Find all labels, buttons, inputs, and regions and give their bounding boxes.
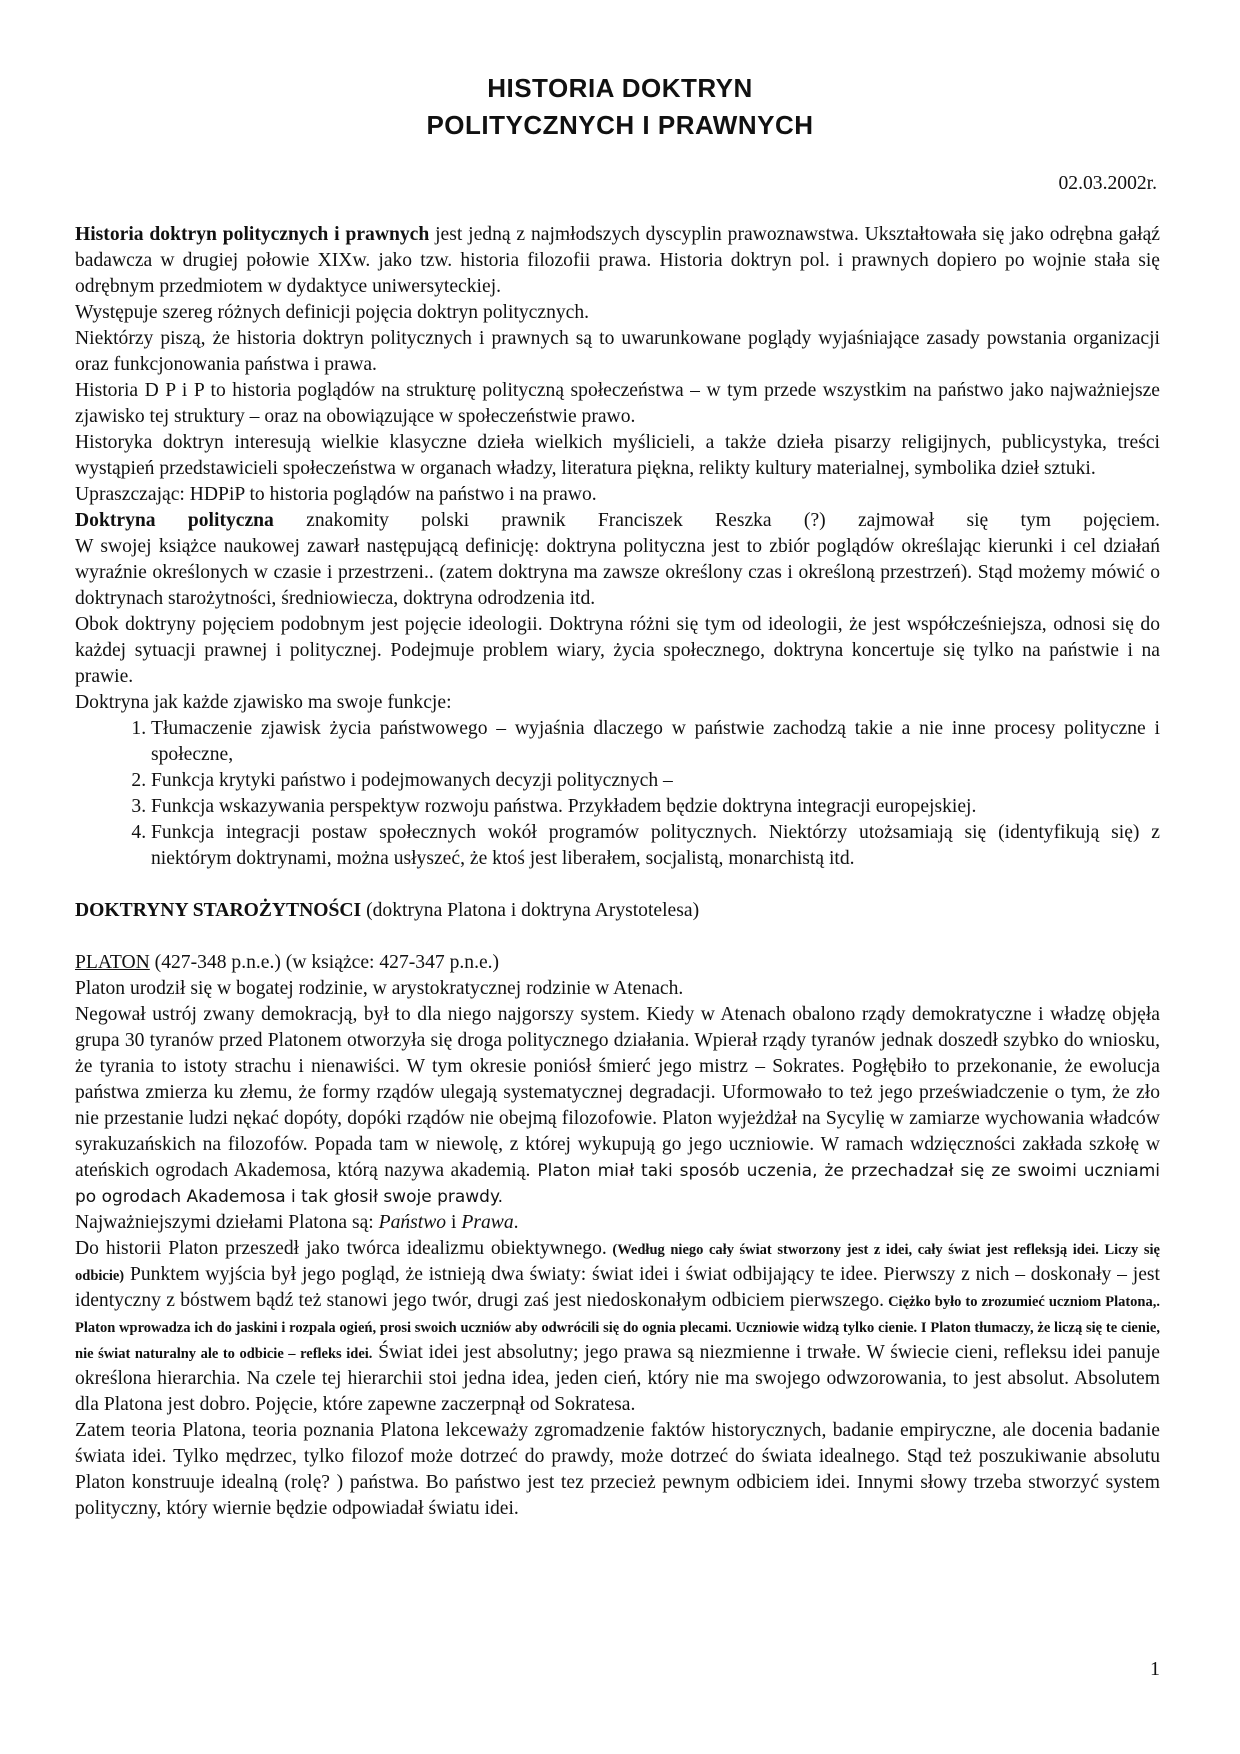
section-heading-rest: (doktryna Platona i doktryna Arystotelesa) bbox=[361, 900, 700, 921]
list-item: 4. Funkcja integracji postaw społecznych wokół programów politycznych. Niektórzy utożsamiają się (identyfikują się) z niektórym doktrynami, można usłyszeć, że ktoś jest liberałem, socjalistą, monarchistą itd. bbox=[151, 820, 1160, 872]
platon-paragraph-5: Zatem teoria Platona, teoria poznania Platona lekceważy zgromadzenie faktów historycznych, badanie empiryczne, ale docenia badanie świata idei. Tylko mędrzec, tylko filozof może dotrzeć do prawdy, może dotrzeć do świata idealnego. Stąd też poszukiwanie absolutu Platon konstruuje idealną (rolę? ) państwa. Bo państwo jest tez przecież pewnym odbiciem idei. Innymi słowy trzeba stworzyć system polityczny, który wiernie będzie odpowiadał światu idei. bbox=[75, 1420, 1160, 1519]
list-item: 1. Tłumaczenie zjawisk życia państwowego – wyjaśnia dlaczego w państwie zachodzą takie a nie inne procesy polityczne i społeczne, bbox=[151, 716, 1160, 768]
list-item: 3. Funkcja wskazywania perspektyw rozwoju państwa. Przykładem będzie doktryna integracji europejskiej. bbox=[151, 794, 1160, 820]
list-item: 2. Funkcja krytyki państwo i podejmowanych decyzji politycznych – bbox=[151, 768, 1160, 794]
platon-p3-end: . bbox=[513, 1212, 519, 1233]
intro-paragraph-9: Obok doktryny pojęciem podobnym jest pojęcie ideologii. Doktryna różni się tym od ideologii, że jest współcześniejsza, odnosi się do każdej sytuacji prawnej i politycznej. Podejmuje problem wiary, życia społecznego, doktryna koncertuje się tylko na państwie i na prawie. bbox=[75, 614, 1160, 687]
platon-p3-and: i bbox=[446, 1212, 462, 1233]
platon-p2-text: Negował ustrój zwany demokracją, był to dla niego najgorszy system. Kiedy w Atenach obalono rządy demokratyczne i władzę objęła grupa 30 tyranów przed Platonem otworzyła się droga politycznego działania. Wpierał rządy tyranów jednak doszedł szybko do wniosku, że tyrania to istoty strachu i nienawiści. W tym okresie poniósł śmierć jego mistrz – Sokrates. Pogłębiło to przekonanie, że ewolucja państwa zmierza ku złemu, że formy rządów ulegają systematycznej degradacji. Uformowało to też jego przeświadczenie o tym, że zło nie przestanie ludzi nękać dopóty, dopóki rządów nie obejmą filozofowie. Platon wyjeżdżał na Sycylię w zamiarze wychowania władców syrakuzańskich na filozofów. Popada tam w niewolę, z której wykupują go jego uczniowie. W ramach wdzięczności zakłada szkołę w ateńskich ogrodach Akademosa, którą nazywa akademią. bbox=[75, 1004, 1160, 1181]
work-title-panstwo: Państwo bbox=[378, 1212, 447, 1233]
title-line-2: POLITYCZNYCH I PRAWNYCH bbox=[426, 110, 814, 140]
doctrine-term-bold: Doktryna polityczna bbox=[75, 510, 274, 531]
intro-term-bold: Historia doktryn politycznych i prawnych bbox=[75, 224, 430, 245]
functions-list bbox=[75, 716, 1160, 872]
platon-p4-note: (Według niego cały świat stworzony jest z idei, cały świat jest refleksją idei. Liczy się odbicie) bbox=[75, 1242, 1160, 1284]
intro-p7-text: znakomity polski prawnik Franciszek Reszka (?) zajmował się tym pojęciem. bbox=[273, 510, 1161, 531]
page-number: 1 bbox=[1150, 1658, 1160, 1680]
document-title bbox=[0, 70, 1240, 144]
platon-paragraph-2 bbox=[75, 1002, 1160, 1210]
document-date: 02.03.2002r. bbox=[1058, 173, 1157, 194]
spacer bbox=[75, 924, 1160, 950]
section-heading-bold: DOKTRYNY STAROŻYTNOŚCI bbox=[75, 900, 362, 921]
platon-heading bbox=[75, 950, 1160, 976]
platon-paragraph-3 bbox=[75, 1210, 1160, 1236]
intro-p1-text: jest jedną z najmłodszych dyscyplin prawoznawstwa. Ukształtowała się jako odrębna gałąź badawcza w drugiej połowie XIXw. jako tzw. historia filozofii prawa. Historia doktryn pol. i prawnych dopiero po wojnie stała się odrębnym przedmiotem w dydaktyce uniwersyteckiej. bbox=[75, 224, 1160, 297]
intro-paragraph-4: Historia D P i P to historia poglądów na strukturę polityczną społeczeństwa – w tym przede wszystkim na państwo jako najważniejsze zjawisko tej struktury – oraz na obowiązujące w społeczeństwie prawo. bbox=[75, 380, 1160, 427]
platon-p4-note-2: Ciężko było to zrozumieć uczniom Platona,. Platon wprowadza ich do jaskini i rozpala ogień, prosi swoich uczniów aby odwrócili się do ognia plecami. Uczniowie widzą tylko cienie. I Platon tłumaczy, że liczą się te cienie, nie świat naturalny ale to odbicie – refleks idei. bbox=[75, 1294, 1160, 1362]
intro-paragraph-10: Doktryna jak każde zjawisko ma swoje funkcje: bbox=[75, 692, 452, 713]
spacer bbox=[75, 872, 1160, 898]
platon-dates: (427-348 p.n.e.) (w książce: 427-347 p.n.e.) bbox=[149, 952, 500, 973]
intro-paragraph-2: Występuje szereg różnych definicji pojęcia doktryn politycznych. bbox=[75, 302, 590, 323]
intro-paragraph-7 bbox=[75, 508, 1160, 534]
platon-p3-text: Najważniejszymi dziełami Platona są: bbox=[75, 1212, 379, 1233]
platon-p2-small: Platon miał taki sposób uczenia, że przechadzał się ze swoimi uczniami po ogrodach Akademosa i tak głosił swoje prawdy. bbox=[75, 1161, 1161, 1207]
platon-p4-text-c: Świat idei jest absolutny; jego prawa są niezmienne i trwałe. W świecie cieni, refleksu idei panuje określona hierarchia. Na czele tej hierarchii stoi jedna idea, jeden cień, który nie ma swojego odwzorowania, to jest absolut. Absolutem dla Platona jest dobro. Pojęcie, które zapewne zaczerpnął od Sokratesa. bbox=[75, 1342, 1160, 1415]
platon-p4-text-a: Do historii Platon przeszedł jako twórca idealizmu obiektywnego. bbox=[75, 1238, 607, 1259]
section-heading bbox=[75, 898, 1160, 924]
intro-paragraph-1 bbox=[75, 222, 1160, 300]
title-line-1: HISTORIA DOKTRYN bbox=[487, 73, 753, 103]
intro-paragraph-6: Upraszczając: HDPiP to historia poglądów na państwo i na prawo. bbox=[75, 484, 597, 505]
document-body bbox=[75, 222, 1160, 1522]
platon-name: PLATON bbox=[75, 952, 150, 973]
intro-paragraph-5: Historyka doktryn interesują wielkie klasyczne dzieła wielkich myślicieli, a także dzieła pisarzy religijnych, publicystyka, treści wystąpień przedstawicieli społeczeństwa w organach władzy, literatura piękna, relikty kultury materialnej, symbolika dzieł sztuki. bbox=[75, 432, 1160, 479]
intro-paragraph-8: W swojej książce naukowej zawarł następującą definicję: doktryna polityczna jest to zbiór poglądów określając kierunki i cel działań wyraźnie określonych w czasie i przestrzeni.. (zatem doktryna ma zawsze określony czas i określoną przestrzeń). Stąd możemy mówić o doktrynach starożytności, średniowiecza, doktryna odrodzenia itd. bbox=[75, 536, 1160, 609]
intro-paragraph-3: Niektórzy piszą, że historia doktryn politycznych i prawnych są to uwarunkowane poglądy wyjaśniające zasady powstania organizacji oraz funkcjonowania państwa i prawa. bbox=[75, 328, 1160, 375]
platon-paragraph-1: Platon urodził się w bogatej rodzinie, w arystokratycznej rodzinie w Atenach. bbox=[75, 978, 684, 999]
platon-paragraph-4 bbox=[75, 1236, 1160, 1418]
work-title-prawa: Prawa bbox=[461, 1212, 514, 1233]
platon-p4-text-b: Punktem wyjścia był jego pogląd, że istnieją dwa światy: świat idei i świat odbijający te idee. Pierwszy z nich – doskonały – jest identyczny z bóstwem bądź też stanowi jego twór, drugi zaś jest niedoskonałym odbiciem pierwszego. bbox=[75, 1264, 1160, 1311]
